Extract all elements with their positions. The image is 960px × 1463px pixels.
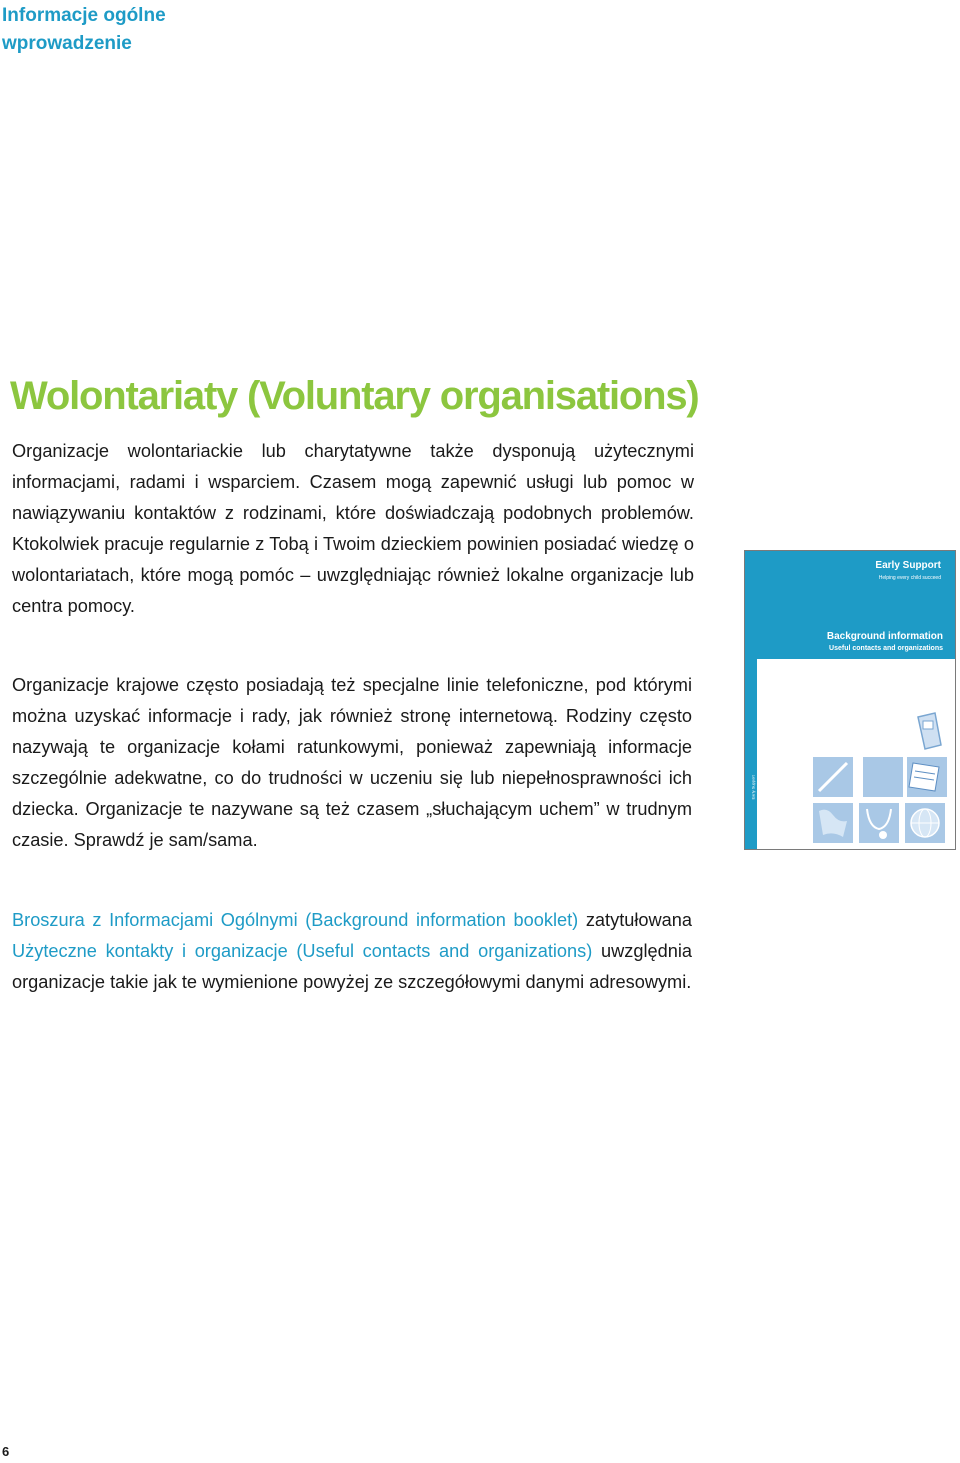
page-title: Wolontariaty (Voluntary organisations) [10, 374, 699, 418]
section-header-line1: Informacje ogólne [2, 5, 166, 26]
booklet-text-1: zatytułowana [578, 910, 692, 930]
booklet-subtitle-link[interactable]: Użyteczne kontakty i organizacje (Useful contacts and organizations) [12, 941, 593, 961]
booklet-title-link[interactable]: Broszura z Informacjami Ogólnymi (Background information booklet) [12, 910, 579, 930]
booklet-cover-image [744, 550, 956, 850]
stethoscope-icon [859, 803, 899, 843]
paragraph-voluntary-intro: Organizacje wolontariackie lub charytatywne także dysponują użytecznymi informacjami, radami i wsparciem. Czasem mogą zapewnić usługi lub pomoc w nawiązywaniu kontaktów z rodzinami, które doświadczają podobnych problemów. Ktokolwiek pracuje regularnie z Tobą i Twoim dzieckiem powinien posiadać wiedzę o wolontariatach, które mogą pomóc – uwzględniając również lokalne organizacje lub centra pomocy. [12, 441, 694, 616]
cover-subheading: Useful contacts and organizations [829, 645, 943, 652]
paragraph-national-organisations: Organizacje krajowe często posiadają też specjalne linie telefoniczne, pod którymi można uzyskać informacje i rady, jak również stronę internetową. Rodziny często nazywają te organizacje kołami ratunkowymi, ponieważ zapewniają informacje szczególnie adekwatne, co do trudności w uczeniu się lub niepełnosprawności ich dziecka. Organizacje te nazywane są też czasem „słuchającym uchem” w trudnym czasie. Sprawdź je sam/sama. [12, 675, 692, 850]
cover-title: Early Support [875, 560, 941, 571]
page-number: 6 [2, 1444, 10, 1459]
cover-subtitle: Helping every child succeed [878, 575, 941, 581]
cover-spine-strip [745, 659, 757, 849]
globe-icon [905, 803, 945, 843]
blue-tile-1 [863, 757, 903, 797]
map-icon [813, 803, 853, 843]
cover-illustration-icons [813, 711, 953, 851]
mobile-phone-icon [913, 711, 943, 751]
pen-icon [813, 757, 853, 797]
booklet-text-2: uwzględnia organizacje takie jak te wymienione powyżej ze szczegółowymi danymi adresowymi. [12, 941, 692, 992]
notebook-icon [907, 757, 947, 797]
cover-spine-text: Early Support [750, 775, 756, 800]
section-header [2, 2, 166, 58]
phone-tile [863, 711, 903, 751]
section-header-line2: wprowadzenie [2, 33, 132, 54]
paragraph-booklet-reference [12, 905, 692, 998]
cover-heading: Background information [826, 631, 943, 642]
